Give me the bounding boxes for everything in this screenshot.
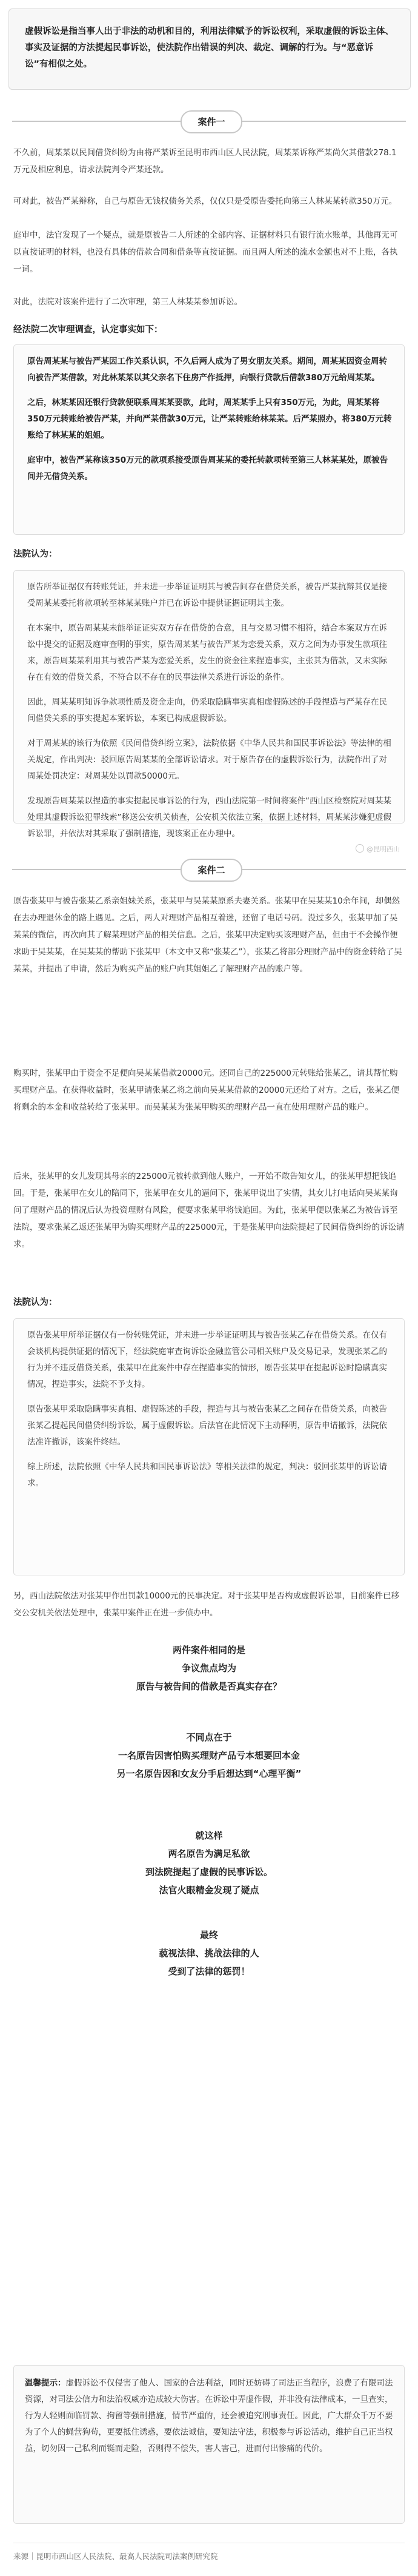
case2-paragraph-3: 后来，张某甲的女儿发现其母亲的225000元被转款到他人账户，一开始不敢告知女儿，的张某甲想把钱追回。于是，张某甲在女儿的陪同下，张某甲在女儿的逼问下，张某甲说出了实情，其女儿打电话向吴某某询问了理财产品的情况后认为投资理财有风险，便要求张某甲将钱追回。为此，张某甲便以张某乙为被告诉至法院，要求张某乙返还张某甲为购买理财产品的225000元，于是张某甲向法院提起了民间借贷纠纷的诉讼请求。 — [13, 1172, 405, 1249]
summary-block-3 — [0, 1826, 418, 1899]
reminder-label: 温馨提示： — [25, 2378, 66, 2388]
case2-court-2: 原告张某甲采取隐瞒事实真相、虚假陈述的手段，捏造与其与被告张某乙之间存在借贷关系，向被告张某乙提起民间借贷纠纷诉讼，属于虚假诉讼。后法官在此情况下主动释明，原告申请撤诉，法院依法准许撤诉，该案件终结。 — [27, 1404, 387, 1447]
summary-line-1: 两件案件相同的是 — [172, 1645, 245, 1655]
case1-court-4: 对于周某某的该行为依照《民间借贷纠纷立案》，法院依据《中华人民共和国民事诉讼法》等法律的相关规定，作出判决：驳回原告周某某的全部诉讼请求。对于原告存在的虚假诉讼行为，法院作出了对周某处罚决定：对周某处以罚款50000元。 — [27, 739, 391, 781]
summary-line-9: 到法院提起了虚假的民事诉讼。 — [145, 1867, 273, 1877]
case2-court-1: 原告张某甲所举证据仅有一份转账凭证，并未进一步举证证明其与被告张某乙存在借贷关系。在仅有会谈机构提供证据的情况下，经法院庭审查询诉讼金融监管公司相关账户及交易记录，发现张某乙的行为并不违反借贷关系，张某甲在此案件中存在捏造事实的情形，原告张某甲在提起诉讼时隐瞒真实情况，捏造事实，法院不予支持。 — [27, 1330, 387, 1389]
intro-box — [8, 8, 411, 90]
summary-line-2: 争议焦点均为 — [181, 1663, 236, 1674]
summary-block-2 — [0, 1728, 418, 1783]
case1-court-5: 发现原告周某某以捏造的事实提起民事诉讼的行为，西山法院第一时间将案件“西山区检察院对周某某处理其虚假诉讼犯罪线索”移送公安机关侦查，公安机关依法立案，依据上述材料，周某某涉嫌犯虚假诉讼罪，并依法对其采取了强制措施，现该案正在办理中。 — [27, 796, 391, 839]
case1-court-box — [13, 570, 405, 839]
case1-finding-2: 之后，林某某因还银行贷款便联系周某某要款，此时，周某某手上只有350万元，为此，周某某将350万元转账给被告严某，并向严某借款30万元，让严某转账给林某某。后严某照办，将380万元转账给了林某某的姐姐。 — [27, 398, 392, 440]
case1-paragraph-1: 不久前，周某某以民间借贷纠纷为由将严某诉至昆明市西山区人民法院，周某某诉称严某尚欠其借款278.1万元及相应利息，请求法院判令严某还款。 — [13, 148, 397, 175]
case1-paragraph-2: 可对此，被告严某辩称，自己与原告无钱权债务关系，仅仅只是受原告委托向第三人林某某转款350万元。 — [13, 196, 397, 206]
summary-line-10: 法官火眼精金发现了疑点 — [159, 1885, 259, 1896]
summary-line-8: 两名原告为满足私欲 — [168, 1848, 250, 1859]
summary-line-7: 就这样 — [195, 1830, 223, 1841]
case1-findings-box — [13, 344, 405, 535]
intro-text: 虚假诉讼是指当事人出于非法的动机和目的，利用法律赋予的诉讼权利，采取虚假的诉讼主体、事实及证据的方法提起民事诉讼，使法院作出错误的判决、裁定、调解的行为。与“恶意诉讼”有相似之处。 — [25, 27, 394, 69]
case1-court-2: 在本案中，原告周某某未能举证证实双方存在借贷的合意，且与交易习惯不相符，结合本案双方在诉讼中提交的证据及庭审查明的事实，原告周某某与被告严某为恋爱关系，双方之间为办事发生款项往来，原告周某某利用其与被告严某为恋爱关系，发生的资金往来捏造事实，主张其为借款，又未实际存在有效的借贷关系，不符合以不存在的民事法律关系进行诉讼的条件。 — [27, 623, 387, 682]
case2-title: 案件二 — [181, 859, 242, 882]
weibo-icon — [356, 844, 364, 853]
summary-line-5: 一名原告因害怕购买理财产品亏本想要回本金 — [118, 1750, 300, 1761]
summary-line-13: 受到了法律的惩罚！ — [168, 1966, 250, 1977]
case2-court-box — [13, 1318, 405, 1575]
case2-header — [0, 856, 418, 883]
case1-paragraph-3: 庭审中，法官发现了一个疑点，就是原被告二人所述的全部内容、证据材料只有银行流水账单，其他再无可以直接证明的材料，也没有具体的借款合同和借条等直接证据。而且两人所述的流水金额也对不上账，各执一词。 — [13, 230, 398, 274]
case1-paragraph-4: 对此，法院对该案件进行了二次审理，第三人林某某参加诉讼。 — [13, 297, 242, 307]
summary-line-6: 另一名原告因和女友分手后想达到“心理平衡” — [116, 1768, 302, 1779]
reminder-box — [13, 2365, 405, 2524]
case1-finding-3: 庭审中，被告严某称该350万元的款项系接受原告周某某的委托转款项转至第三人林某某处，原被告间并无借贷关系。 — [27, 455, 388, 481]
summary-line-12: 藐视法律、挑战法律的人 — [159, 1948, 259, 1959]
summary-line-3: 原告与被告间的借款是否真实存在？ — [136, 1681, 282, 1692]
case2-court-label: 法院认为： — [13, 1298, 58, 1307]
case2-paragraph-4: 另，西山法院依法对张某甲作出罚款10000元的民事决定。对于张某甲是否构成虚假诉讼罪，目前案件已移交公安机关依法处理中，张某甲案件正在进一步侦办中。 — [13, 1591, 399, 1618]
case1-header — [0, 108, 418, 135]
case2-paragraph-2: 购买时，张某甲由于资金不足便向吴某某借款20000元。还同自己的225000元转账给张某乙，请其帮忙购买理财产品。在获得收益时，张某甲请张某乙将之前向吴某某借款的20000元还给了对方。之后，张某乙便将剩余的本金和收益转给了张某甲。而吴某某为张某甲购买的理财产品一直在使用理财产品的账户。 — [13, 1068, 399, 1112]
case1-finding-label: 经法院二次审理调查，认定事实如下： — [13, 325, 163, 335]
reminder-text: 虚假诉讼不仅侵害了他人、国家的合法利益，同时还妨碍了司法正当程序，浪费了有限司法资源，对司法公信力和法治权威亦造成较大伤害。在诉讼中弄虚作假，并非没有法律成本，一旦查实，行为人轻则面临罚款、拘留等强制措施，情节严重的，还会被追究刑事责任。因此，广大群众千万不要为了个人的蝇营狗苟，更要抵住诱惑，要依法诚信，要知法守法，积极参与诉讼活动，维护自己正当权益，切勿因一己私利而铤而走险，否则得不偿失，害人害己，进而付出惨痛的代价。 — [25, 2378, 393, 2454]
summary-block-4 — [0, 1926, 418, 1981]
case1-title: 案件一 — [181, 110, 242, 133]
summary-line-11: 最终 — [199, 1930, 218, 1940]
case1-court-3: 因此，周某某明知诉争款项性质及资金走向，仍采取隐瞒事实真相虚假陈述的手段捏造与严某存在民间借贷关系的事实提起本案诉讼，本案已构成虚假诉讼。 — [27, 697, 387, 723]
case2-paragraph-1: 原告张某甲与被告张某乙系亲姐妹关系，张某甲与吴某某原系夫妻关系。张某甲在吴某某10余年间，却偶然在去办理退休金的路上遇见。之后，两人对理财产品相互着迷，还留了电话号码。没过多久，张某甲加了吴某某的微信，再次向其了解某理财产品的相关信息。之后，张某甲决定购买该理财产品，但由于不会操作便求助于吴某某，在吴某某的帮助下张某甲（本文中又称“张某乙”），张某乙将部分理财产品中的资金转给了吴某某，并提出了申请，然后为购买产品的账户向其姐姐乙了解理财产品的账户等。 — [13, 896, 402, 974]
summary-line-4: 不同点在于 — [186, 1732, 232, 1743]
case1-finding-1: 原告周某某与被告严某因工作关系认识，不久后两人成为了男女朋友关系。期间，周某某因资金周转向被告严某借款，对此林某某以其父亲名下住房产作抵押，向银行贷款后借款380万元给周某某。 — [27, 357, 387, 383]
case1-court-label: 法院认为： — [13, 549, 58, 559]
watermark: @昆明西山 — [356, 844, 400, 854]
summary-block-1 — [0, 1641, 418, 1696]
case2-court-3: 综上所述，法院依照《中华人民共和国民事诉讼法》等相关法律的规定，判决：驳回张某甲的诉讼请求。 — [27, 1462, 387, 1488]
case1-court-1: 原告所举证据仅有转账凭证，并未进一步举证证明其与被告间存在借贷关系，被告严某抗辩其仅是接受周某某委托将款项转至林某某账户并已在诉讼中提供证据证明其主张。 — [27, 582, 387, 608]
source-line: 来源｜昆明市西山区人民法院、最高人民法院司法案例研究院 — [13, 2552, 218, 2561]
